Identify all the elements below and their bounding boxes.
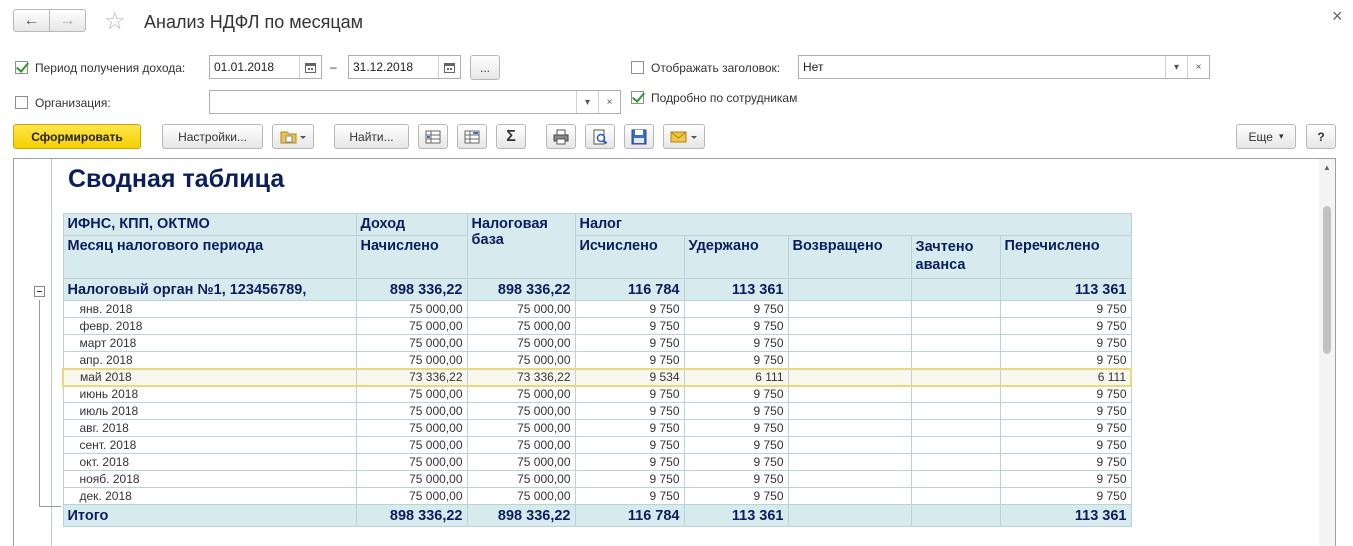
header-credited: Зачтено аванса — [911, 236, 1000, 279]
cell-credited — [911, 420, 1000, 437]
calendar-icon[interactable] — [299, 56, 321, 78]
cell-withheld: 9 750 — [684, 301, 788, 318]
variants-button[interactable] — [272, 124, 314, 149]
cell-month: сент. 2018 — [63, 437, 356, 454]
dropdown-icon[interactable]: ▾ — [1165, 56, 1187, 78]
cell-transferred: 9 750 — [1000, 454, 1131, 471]
total-row[interactable] — [63, 505, 1131, 527]
header-accrued: Начислено — [356, 236, 467, 279]
more-button[interactable] — [1236, 124, 1296, 149]
cell-month: дек. 2018 — [63, 488, 356, 505]
header-withheld: Удержано — [684, 236, 788, 279]
help-label: ? — [1317, 129, 1325, 144]
cell-transferred: 9 750 — [1000, 318, 1131, 335]
table-row[interactable] — [63, 318, 1131, 335]
cell-calculated: 9 750 — [575, 420, 684, 437]
cell-accrued: 75 000,00 — [356, 386, 467, 403]
cell-calculated: 9 534 — [575, 369, 684, 386]
cell-month: янв. 2018 — [63, 301, 356, 318]
cell-calculated: 9 750 — [575, 403, 684, 420]
grid-collapse-icon — [464, 129, 480, 145]
table-row[interactable] — [63, 352, 1131, 369]
table-row[interactable] — [63, 437, 1131, 454]
cell-tax-base: 75 000,00 — [467, 352, 575, 369]
group-withheld: 113 361 — [684, 279, 788, 301]
total-calculated: 116 784 — [575, 505, 684, 527]
clear-icon[interactable]: × — [598, 91, 620, 113]
show-header-checkbox[interactable] — [631, 61, 644, 74]
cell-month: март 2018 — [63, 335, 356, 352]
cell-month: нояб. 2018 — [63, 471, 356, 488]
report-title: Сводная таблица — [68, 165, 285, 193]
table-row[interactable] — [63, 386, 1131, 403]
cell-returned — [788, 369, 911, 386]
cell-accrued: 75 000,00 — [356, 488, 467, 505]
floppy-icon — [631, 129, 647, 145]
cell-accrued: 75 000,00 — [356, 454, 467, 471]
generate-label: Сформировать — [31, 129, 123, 144]
total-accrued: 898 336,22 — [356, 505, 467, 527]
cell-accrued: 73 336,22 — [356, 369, 467, 386]
cell-accrued: 75 000,00 — [356, 318, 467, 335]
cell-withheld: 9 750 — [684, 420, 788, 437]
sum-icon: Σ — [506, 127, 516, 145]
show-header-label: Отображать заголовок: — [651, 61, 781, 75]
header-tax-base: Налоговая база — [467, 214, 575, 279]
header-returned: Возвращено — [788, 236, 911, 279]
cell-credited — [911, 318, 1000, 335]
cell-transferred: 9 750 — [1000, 471, 1131, 488]
table-row[interactable] — [63, 301, 1131, 318]
collapse-group-toggle[interactable] — [34, 286, 45, 297]
date-to-value: 31.12.2018 — [353, 60, 414, 74]
group-transferred: 113 361 — [1000, 279, 1131, 301]
cell-accrued: 75 000,00 — [356, 471, 467, 488]
cell-credited — [911, 335, 1000, 352]
cell-transferred: 9 750 — [1000, 437, 1131, 454]
total-name: Итого — [63, 505, 356, 527]
organization-select[interactable] — [209, 90, 621, 114]
cell-withheld: 9 750 — [684, 335, 788, 352]
cell-credited — [911, 352, 1000, 369]
find-button[interactable] — [334, 124, 409, 149]
table-row[interactable] — [63, 454, 1131, 471]
cell-accrued: 75 000,00 — [356, 437, 467, 454]
header-row — [63, 214, 1131, 236]
outline-gutter — [14, 159, 52, 546]
cell-accrued: 75 000,00 — [356, 301, 467, 318]
ellipsis-label: ... — [479, 60, 490, 75]
grid-expand-icon — [425, 129, 441, 145]
cell-withheld: 9 750 — [684, 488, 788, 505]
date-to-field[interactable] — [348, 55, 461, 79]
folder-icon — [280, 129, 306, 145]
cell-month: июнь 2018 — [63, 386, 356, 403]
page-title: Анализ НДФЛ по месяцам — [144, 12, 364, 32]
forward-button[interactable] — [49, 9, 86, 32]
cell-tax-base: 75 000,00 — [467, 386, 575, 403]
settings-label: Настройки... — [178, 129, 247, 144]
show-header-value: Нет — [803, 60, 824, 74]
month-rows — [63, 301, 1131, 505]
header-tax: Налог — [575, 214, 1131, 236]
cell-tax-base: 75 000,00 — [467, 403, 575, 420]
group-row[interactable] — [63, 279, 1131, 301]
close-icon[interactable]: × — [1332, 6, 1343, 26]
header-calculated: Исчислено — [575, 236, 684, 279]
cell-calculated: 9 750 — [575, 454, 684, 471]
cell-transferred: 9 750 — [1000, 301, 1131, 318]
cell-returned — [788, 454, 911, 471]
header-month: Месяц налогового периода — [63, 236, 356, 279]
cell-credited — [911, 454, 1000, 471]
cell-calculated: 9 750 — [575, 437, 684, 454]
cell-withheld: 9 750 — [684, 454, 788, 471]
sum-button[interactable] — [496, 124, 526, 149]
cell-credited — [911, 301, 1000, 318]
group-accrued: 898 336,22 — [356, 279, 467, 301]
cell-withheld: 9 750 — [684, 386, 788, 403]
cell-month: май 2018 — [63, 369, 356, 386]
cell-accrued: 75 000,00 — [356, 403, 467, 420]
expand-groups-button[interactable] — [418, 124, 448, 149]
cell-returned — [788, 420, 911, 437]
collapse-groups-button[interactable] — [457, 124, 487, 149]
date-range-dash: – — [330, 60, 337, 74]
cell-month: авг. 2018 — [63, 420, 356, 437]
settings-button[interactable] — [162, 124, 263, 149]
cell-credited — [911, 437, 1000, 454]
date-from-value: 01.01.2018 — [214, 60, 275, 74]
cell-accrued: 75 000,00 — [356, 420, 467, 437]
cell-returned — [788, 335, 911, 352]
group-calculated: 116 784 — [575, 279, 684, 301]
arrow-left-icon: ← — [23, 11, 40, 29]
cell-transferred: 9 750 — [1000, 335, 1131, 352]
total-withheld: 113 361 — [684, 505, 788, 527]
header-transferred: Перечислено — [1000, 236, 1131, 279]
cell-tax-base: 75 000,00 — [467, 488, 575, 505]
cell-month: февр. 2018 — [63, 318, 356, 335]
vertical-scrollbar[interactable] — [1319, 159, 1335, 546]
cell-returned — [788, 352, 911, 369]
preview-icon — [592, 129, 608, 145]
cell-transferred: 9 750 — [1000, 488, 1131, 505]
cell-transferred: 9 750 — [1000, 403, 1131, 420]
header-row — [63, 236, 1131, 279]
scrollbar-thumb[interactable] — [1323, 206, 1331, 354]
minus-icon — [37, 291, 42, 292]
cell-transferred: 9 750 — [1000, 420, 1131, 437]
group-name: Налоговый орган №1, 123456789, — [63, 279, 356, 301]
report-area — [13, 158, 1336, 546]
total-returned — [788, 505, 911, 527]
cell-credited — [911, 471, 1000, 488]
by-employee-checkbox[interactable] — [631, 91, 644, 104]
cell-credited — [911, 403, 1000, 420]
cell-withheld: 9 750 — [684, 318, 788, 335]
cell-withheld: 6 111 — [684, 369, 788, 386]
table-row[interactable] — [63, 471, 1131, 488]
group-returned — [788, 279, 911, 301]
cell-tax-base: 75 000,00 — [467, 335, 575, 352]
dropdown-icon: ▾ — [1278, 131, 1284, 141]
cell-calculated: 9 750 — [575, 386, 684, 403]
total-tax-base: 898 336,22 — [467, 505, 575, 527]
outline-line — [39, 300, 40, 506]
more-label: Еще — [1248, 129, 1273, 144]
cell-returned — [788, 471, 911, 488]
cell-tax-base: 75 000,00 — [467, 454, 575, 471]
organization-label: Организация: — [35, 96, 111, 110]
show-header-select[interactable] — [798, 55, 1210, 79]
cell-calculated: 9 750 — [575, 335, 684, 352]
table-row[interactable] — [63, 403, 1131, 420]
header-income: Доход — [356, 214, 467, 236]
cell-month: июль 2018 — [63, 403, 356, 420]
by-employee-label: Подробно по сотрудникам — [651, 91, 798, 105]
cell-returned — [788, 437, 911, 454]
cell-credited — [911, 386, 1000, 403]
save-button[interactable] — [624, 124, 654, 149]
cell-returned — [788, 301, 911, 318]
cell-returned — [788, 403, 911, 420]
send-button[interactable] — [663, 124, 705, 149]
clear-icon[interactable]: × — [1187, 56, 1209, 78]
cell-accrued: 75 000,00 — [356, 335, 467, 352]
cell-tax-base: 75 000,00 — [467, 301, 575, 318]
print-button[interactable] — [546, 124, 576, 149]
cell-calculated: 9 750 — [575, 301, 684, 318]
cell-tax-base: 75 000,00 — [467, 471, 575, 488]
table-row[interactable] — [63, 335, 1131, 352]
header-ifns: ИФНС, КПП, ОКТМО — [63, 214, 356, 236]
cell-withheld: 9 750 — [684, 403, 788, 420]
preview-button[interactable] — [585, 124, 615, 149]
cell-tax-base: 75 000,00 — [467, 318, 575, 335]
cell-transferred: 6 111 — [1000, 369, 1131, 386]
cell-withheld: 9 750 — [684, 437, 788, 454]
arrow-right-icon: → — [59, 11, 76, 29]
cell-tax-base: 73 336,22 — [467, 369, 575, 386]
table-row[interactable] — [63, 420, 1131, 437]
cell-transferred: 9 750 — [1000, 386, 1131, 403]
cell-calculated: 9 750 — [575, 471, 684, 488]
star-icon[interactable]: ☆ — [104, 8, 126, 35]
cell-tax-base: 75 000,00 — [467, 437, 575, 454]
group-tax-base: 898 336,22 — [467, 279, 575, 301]
organization-checkbox[interactable] — [15, 96, 28, 109]
cell-returned — [788, 386, 911, 403]
group-credited — [911, 279, 1000, 301]
period-select-button[interactable] — [470, 55, 500, 80]
cell-returned — [788, 488, 911, 505]
period-label: Период получения дохода: — [35, 61, 186, 75]
period-checkbox[interactable] — [15, 61, 28, 74]
scroll-up-icon[interactable]: ▲ — [1323, 163, 1331, 172]
outline-line — [39, 506, 61, 507]
date-from-field[interactable] — [209, 55, 322, 79]
find-label: Найти... — [349, 129, 394, 144]
cell-withheld: 9 750 — [684, 471, 788, 488]
calendar-icon[interactable] — [438, 56, 460, 78]
table-row[interactable] — [63, 369, 1131, 386]
cell-withheld: 9 750 — [684, 352, 788, 369]
help-button[interactable] — [1306, 124, 1336, 149]
generate-button[interactable] — [13, 124, 141, 149]
cell-credited — [911, 488, 1000, 505]
cell-month: окт. 2018 — [63, 454, 356, 471]
summary-table — [62, 213, 1132, 527]
cell-calculated: 9 750 — [575, 352, 684, 369]
cell-accrued: 75 000,00 — [356, 352, 467, 369]
printer-icon — [553, 129, 569, 145]
cell-credited — [911, 369, 1000, 386]
table-row[interactable] — [63, 488, 1131, 505]
total-credited — [911, 505, 1000, 527]
dropdown-icon[interactable]: ▾ — [576, 91, 598, 113]
cell-returned — [788, 318, 911, 335]
cell-tax-base: 75 000,00 — [467, 420, 575, 437]
cell-calculated: 9 750 — [575, 318, 684, 335]
cell-transferred: 9 750 — [1000, 352, 1131, 369]
cell-calculated: 9 750 — [575, 488, 684, 505]
total-transferred: 113 361 — [1000, 505, 1131, 527]
cell-month: апр. 2018 — [63, 352, 356, 369]
back-button[interactable] — [13, 9, 50, 32]
envelope-icon — [670, 129, 698, 145]
